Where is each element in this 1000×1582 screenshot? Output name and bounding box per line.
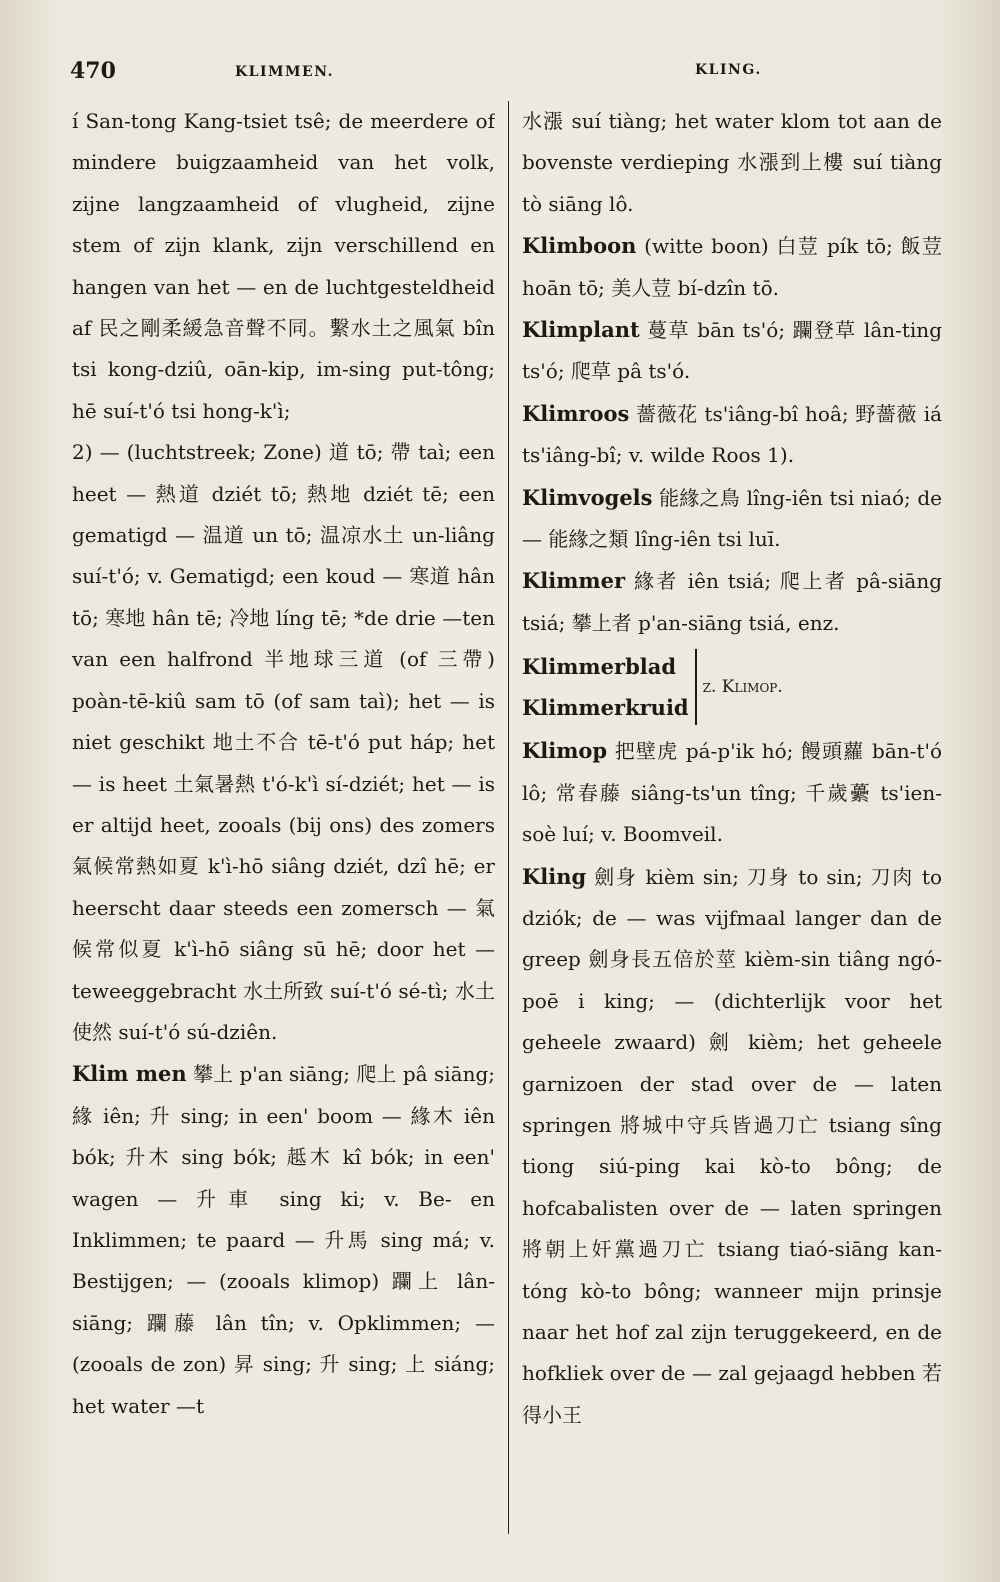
- headword-klimop: Klimop: [522, 738, 608, 764]
- entry-klimvogels: [522, 477, 942, 561]
- cross-reference-group: [522, 646, 942, 728]
- entry-klimop-text: 把壁虎 pá-p'ik hó; 饅頭蘿 bān-t'ó lô; 常春藤 siâng-ts'un tîng; 千歲虆 ts'ien-soè luí; v. Boomveil.: [522, 739, 942, 847]
- running-head-left: KLIMMEN.: [235, 64, 335, 80]
- entry-klimplant-text: 蔓草 bān ts'ó; 躝登草 lân-ting ts'ó; 爬草 pâ ts'ó.: [522, 318, 942, 384]
- page-number: 470: [70, 58, 116, 84]
- headword-klimvogels: Klimvogels: [522, 484, 653, 510]
- headword-klimmer: Klimmer: [522, 568, 626, 594]
- entry-klimplant: [522, 309, 942, 393]
- headword-klimmerkruid: Klimmerkruid: [522, 695, 689, 721]
- headword-klimboon: Klimboon: [522, 233, 637, 259]
- entry-continuation-text-right: 水漲 suí tiàng; het water klom tot aan de bovenste verdieping 水漲到上樓 suí tiàng tò siāng lô.: [522, 109, 942, 216]
- left-column: [72, 101, 495, 1534]
- entry-kling: [522, 856, 942, 1437]
- headword-klimplant: Klimplant: [522, 317, 640, 343]
- right-column: [522, 101, 942, 1534]
- entry-klimboon: [522, 225, 942, 309]
- headword-klimmen: Klim men: [72, 1061, 187, 1087]
- entry-kling-text: 劍身 kièm sin; 刀身 to sin; 刀肉 to dziók; de — was vijfmaal langer dan de greep 劍身長五倍於莖 kièm-sin tiâng ngó-poē i king; — (dichterlijk voor het geheele zwaard) 劍 kièm; het geheele garnizoen der stad over de — laten springen 將城中守兵皆過刀亡 tsiang sîng tiong siú-ping kai kò-to bông; de hofcabalisten over de — laten springen 將朝上奸黨過刀亡 tsiang tiaó-siāng kan-tóng kò-to bông; wanneer mijn prinsje naar het hof zal zijn teruggekeerd, en de hofkliek over de — zal gejaagd hebben 若得小王: [522, 864, 942, 1427]
- entry-klimboon-text: (witte boon) 白荳 pík tō; 飯荳 hoān tō; 美人荳 bí-dzîn tō.: [522, 234, 942, 300]
- entry-klimmen-text: 攀上 p'an siāng; 爬上 pâ siāng; 緣 iên; 升 sing; in een' boom — 緣木 iên bók; 升木 sing bók; 趆木 kî bók; in een' wagen — 升車 sing ki; v. Be- en Inklimmen; te paard — 升馬 sing má; v. Bestijgen; — (zooals klimop) 躝上 lân-siāng; 躝藤 lân tîn; v. Opklimmen; — (zooals de zon) 昇 sing; 升 sing; 上 siáng; het water —t: [72, 1062, 495, 1418]
- cross-reference: z. Klimop.: [702, 676, 783, 697]
- entry-klimvogels-text: 能緣之鳥 lîng-iên tsi niaó; de — 能緣之類 lîng-iên tsi luī.: [522, 485, 942, 552]
- entry-klimmer-text: 緣者 iên tsiá; 爬上者 pâ-siāng tsiá; 攀上者 p'an-siāng tsiá, enz.: [522, 569, 942, 635]
- running-head-right: KLING.: [695, 62, 762, 78]
- entry-continuation-text: í San-tong Kang-tsiet tsê; de meerdere of mindere buigzaamheid van het volk, zijne langzaamheid of vlugheid, zijne stem of zijn klank, zijn verschillend en hangen van het — en de luchtgesteldheid af 民之剛柔緩急音聲不同。繫水土之風氣 bîn tsi kong-dziû, oān-kip, im-sing put-tông; hē suí-t'ó tsi hong-k'ì;: [72, 109, 495, 423]
- entry-klimmen: [72, 1053, 495, 1427]
- headword-klimmerblad: Klimmerblad: [522, 654, 677, 680]
- running-head: [70, 58, 955, 88]
- headword-kling: Kling: [522, 863, 587, 889]
- brace-mark: [695, 649, 697, 725]
- column-divider: [508, 101, 509, 1534]
- entry-zone-sense-text: 2) — (luchtstreek; Zone) 道 tō; 帶 taì; een heet — 熱道 dziét tō; 熱地 dziét tē; een gematigd — 温道 un tō; 温凉水土 un-liâng suí-t'ó; v. Gematigd; een koud — 寒道 hân tō; 寒地 hân tē; 冷地 líng tē; *de drie —ten van een halfrond 半地球三道 (of 三帶) poàn-tē-kiû sam tō (of sam taì); het — is niet geschikt 地土不合 tē-t'ó put háp; het — is heet 土氣暑熱 t'ó-k'ì sí-dziét; het — is er altijd heet, zooals (bij ons) des zomers 氣候常熱如夏 k'ì-hō siâng dziét, dzî hē; er heerscht daar steeds een zomersch — 氣候常似夏 k'ì-hō siâng sū hē; door het — teweeggebracht 水土所致 suí-t'ó sé-tì; 水土使然 suí-t'ó sú-dziên.: [72, 440, 495, 1044]
- brace-headwords: [522, 646, 689, 728]
- headword-klimroos: Klimroos: [522, 400, 630, 426]
- entry-klimmer: [522, 560, 942, 644]
- entry-klimop: [522, 730, 942, 855]
- entry-klimroos-text: 薔薇花 ts'iâng-bî hoâ; 野薔薇 iá ts'iâng-bî; v. wilde Roos 1).: [522, 401, 942, 468]
- entry-klimroos: [522, 393, 942, 477]
